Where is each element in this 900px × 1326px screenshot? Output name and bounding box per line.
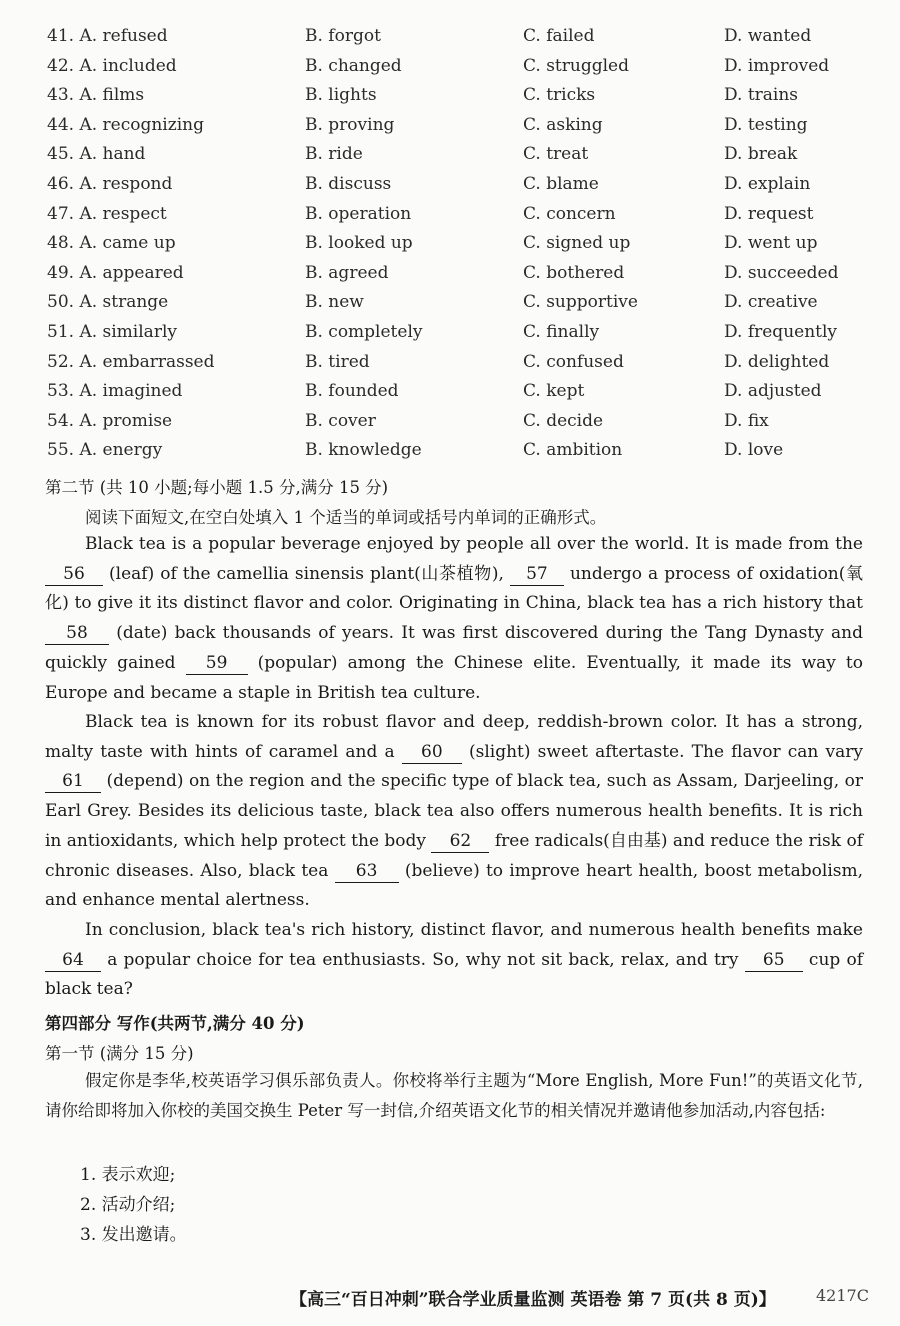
blank-62: 62	[431, 830, 489, 853]
page-footer: 【高三“百日冲刺”联合学业质量监测 英语卷 第 7 页(共 8 页)】	[290, 1290, 776, 1310]
part4-title: 第四部分 写作(共两节,满分 40 分)	[45, 1014, 305, 1033]
option-c: C. blame	[523, 173, 599, 194]
blank-64: 64	[45, 949, 101, 972]
option-d: D. testing	[724, 114, 808, 135]
option-b: B. looked up	[305, 233, 413, 254]
option-d: D. frequently	[724, 321, 838, 342]
option-d: D. improved	[724, 55, 830, 76]
option-d: D. break	[724, 144, 798, 165]
passage-text: (believe) to improve heart health, boost metabolism, and enhance mental alertness.	[45, 860, 864, 911]
option-b: B. ride	[305, 144, 363, 165]
option-b: B. operation	[305, 203, 412, 224]
blank-60: 60	[402, 741, 462, 764]
option-a: 55. A. energy	[47, 440, 163, 461]
option-b: B. agreed	[305, 262, 389, 283]
option-c: C. treat	[523, 144, 589, 165]
option-a: 52. A. embarrassed	[47, 351, 215, 372]
passage-text: (date) back thousands of years. It was first discovered during the Tang Dynasty and quickly gained	[45, 623, 863, 673]
passage-text: free radicals(自由基) and reduce the risk of chronic diseases. Also, black tea	[45, 830, 863, 881]
option-d: D. delighted	[724, 351, 830, 372]
blank-61: 61	[45, 770, 101, 793]
passage-text: (leaf) of the camellia sinensis plant(山茶植物),	[103, 563, 510, 584]
option-d: D. creative	[724, 292, 818, 313]
option-d: D. explain	[724, 173, 811, 194]
option-a: 47. A. respect	[47, 203, 167, 224]
option-b: B. proving	[305, 114, 395, 135]
blank-56: 56	[45, 563, 103, 586]
option-d: D. wanted	[724, 26, 812, 46]
passage-text: In conclusion, black tea's rich history, distinct flavor, and numerous health benefits make	[85, 920, 863, 940]
option-d: D. trains	[724, 85, 799, 106]
passage-paragraph-2	[45, 708, 863, 916]
option-c: C. concern	[523, 203, 616, 224]
option-a: 48. A. came up	[47, 233, 176, 254]
answer-options-table	[0, 22, 900, 466]
option-row	[0, 407, 900, 437]
passage-text: (popular) among the Chinese elite. Eventually, it made its way to Europe and became a staple in British tea culture.	[45, 652, 863, 703]
option-a: 51. A. similarly	[47, 321, 177, 342]
passage-text: undergo a process of oxidation(氧化) to give it its distinct flavor and color. Originating in China, black tea has a rich history that	[45, 563, 863, 614]
option-row	[0, 318, 900, 348]
option-c: C. signed up	[523, 233, 631, 254]
option-c: C. failed	[523, 26, 595, 46]
passage-paragraph-1	[45, 530, 863, 708]
option-c: C. confused	[523, 351, 624, 372]
option-row	[0, 81, 900, 111]
option-a: 53. A. imagined	[47, 381, 183, 402]
option-c: C. tricks	[523, 85, 596, 106]
option-c: C. ambition	[523, 440, 623, 461]
option-a: 43. A. films	[47, 85, 145, 106]
option-a: 45. A. hand	[47, 144, 146, 165]
option-b: B. new	[305, 292, 364, 313]
option-b: B. completely	[305, 321, 423, 342]
option-row	[0, 377, 900, 407]
option-row	[0, 259, 900, 289]
writing-point-3: 3. 发出邀请。	[80, 1225, 187, 1245]
section2-title: 第二节 (共 10 小题;每小题 1.5 分,满分 15 分)	[45, 478, 389, 497]
option-b: B. cover	[305, 410, 376, 431]
option-a: 46. A. respond	[47, 173, 173, 194]
option-a: 42. A. included	[47, 55, 177, 76]
option-a: 44. A. recognizing	[47, 114, 204, 135]
option-d: D. love	[724, 440, 784, 461]
option-a: 49. A. appeared	[47, 262, 184, 283]
option-c: C. bothered	[523, 262, 625, 283]
option-c: C. finally	[523, 321, 600, 342]
blank-57: 57	[510, 563, 564, 586]
option-b: B. lights	[305, 85, 377, 106]
option-c: C. asking	[523, 114, 603, 135]
option-c: C. struggled	[523, 55, 629, 76]
option-b: B. changed	[305, 55, 402, 76]
option-a: 50. A. strange	[47, 292, 169, 313]
writing-prompt: 假定你是李华,校英语学习俱乐部负责人。你校将举行主题为“More English, More Fun!”的英语文化节,请你给即将加入你校的美国交换生 Peter 写一封信,介绍英语文化节的相关情况并邀请他参加活动,内容包括:	[45, 1071, 863, 1120]
option-b: B. tired	[305, 351, 370, 372]
blank-65: 65	[745, 949, 803, 972]
option-c: C. kept	[523, 381, 585, 402]
option-d: D. request	[724, 203, 814, 224]
option-b: B. discuss	[305, 173, 392, 194]
writing-point-1: 1. 表示欢迎;	[80, 1165, 176, 1185]
option-d: D. succeeded	[724, 262, 839, 283]
option-row	[0, 140, 900, 170]
option-d: D. fix	[724, 410, 769, 431]
option-a: 41. A. refused	[47, 26, 168, 46]
option-row	[0, 22, 900, 52]
option-c: C. decide	[523, 410, 604, 431]
passage-text: Black tea is known for its robust flavor and deep, reddish-brown color. It has a strong, malty taste with hints of caramel and a	[45, 712, 863, 762]
option-a: 54. A. promise	[47, 410, 173, 431]
option-row	[0, 52, 900, 82]
blank-59: 59	[186, 652, 248, 675]
paper-code: 4217C	[816, 1286, 869, 1305]
section2-instruction: 阅读下面短文,在空白处填入 1 个适当的单词或括号内单词的正确形式。	[85, 508, 607, 527]
option-b: B. forgot	[305, 26, 381, 46]
blank-63: 63	[335, 860, 399, 883]
passage-text: (depend) on the region and the specific type of black tea, such as Assam, Darjeeling, or Earl Grey. Besides its delicious taste, black tea also offers numerous health benefits. It is rich in antioxidants, which help protect the body	[45, 771, 863, 851]
option-b: B. knowledge	[305, 440, 422, 461]
option-b: B. founded	[305, 381, 399, 402]
option-row	[0, 229, 900, 259]
option-row	[0, 111, 900, 141]
blank-58: 58	[45, 622, 109, 645]
option-row	[0, 436, 900, 466]
option-d: D. adjusted	[724, 381, 822, 402]
part4-section1-title: 第一节 (满分 15 分)	[45, 1044, 194, 1063]
passage-text: Black tea is a popular beverage enjoyed by people all over the world. It is made from the	[85, 534, 863, 554]
passage-text: (slight) sweet aftertaste. The flavor can vary	[461, 741, 864, 762]
option-row	[0, 288, 900, 318]
option-row	[0, 200, 900, 230]
option-c: C. supportive	[523, 292, 638, 313]
option-row	[0, 170, 900, 200]
writing-point-2: 2. 活动介绍;	[80, 1195, 176, 1215]
option-row	[0, 348, 900, 378]
option-d: D. went up	[724, 233, 818, 254]
passage-text: cup of black tea?	[45, 949, 863, 1000]
passage-text: a popular choice for tea enthusiasts. So, why not sit back, relax, and try	[101, 949, 745, 970]
passage-paragraph-3	[45, 916, 863, 1005]
